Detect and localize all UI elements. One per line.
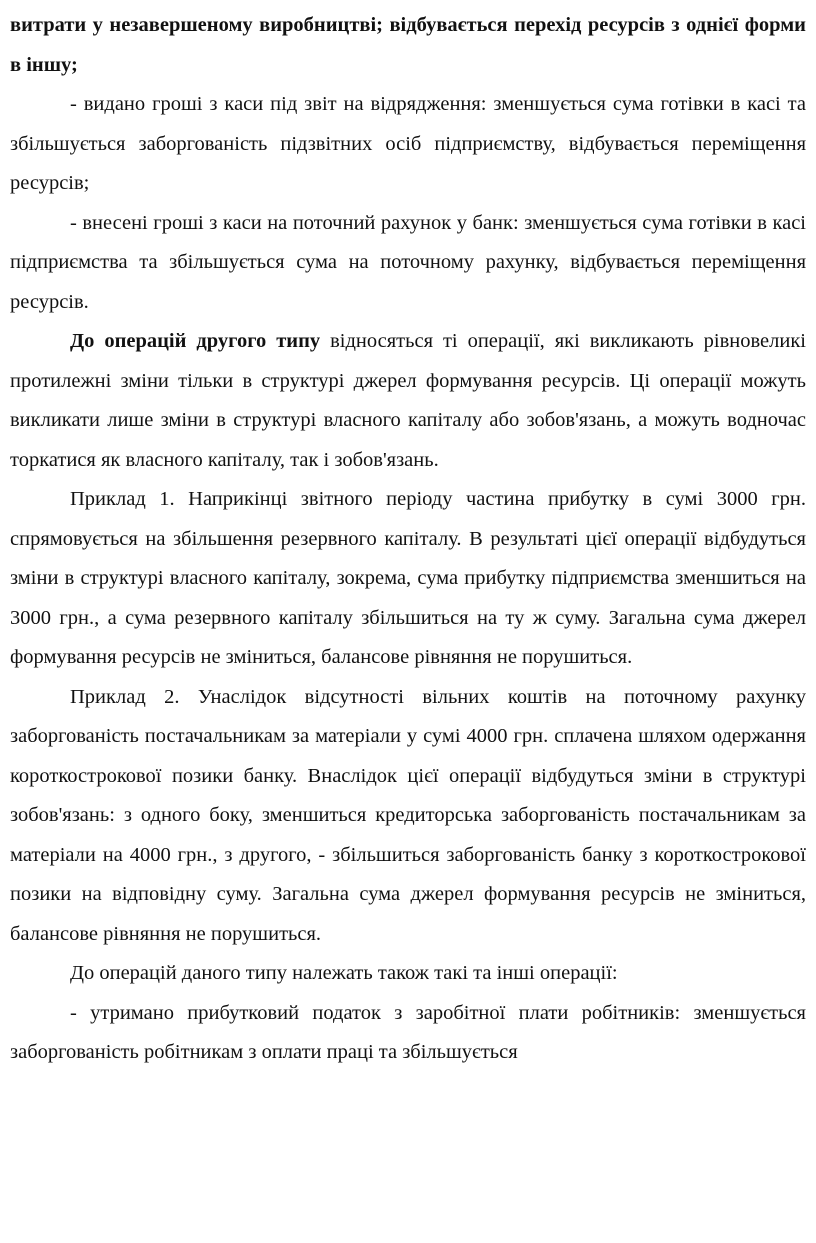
paragraph-3-bold-lead: До операцій другого типу [70, 330, 321, 352]
paragraph-6: До операцій даного типу належать також такі та інші операції: [70, 962, 618, 984]
paragraph-5: Приклад 2. Унаслідок відсутності вільних коштів на поточному рахунку заборгованість постачальникам за матеріали у сумі 4000 грн. сплачена шляхом одержання короткострокової позики банку. Внаслідок цієї операції відбудуться зміни в структурі зобов'язань: з одного боку, зменшиться кредиторська заборгованість постачальникам за матеріали на 4000 грн., з другого, - збільшиться заборгованість банку з короткострокової позики на відповідну суму. Загальна сума джерел формування ресурсів не зміниться, балансове рівняння не порушиться. [10, 685, 806, 945]
paragraph-2: - внесені гроші з каси на поточний рахунок у банк: зменшується сума готівки в касі підприємства та збільшується сума на поточному рахунку, відбувається переміщення ресурсів. [10, 211, 806, 313]
paragraph-4: Приклад 1. Наприкінці звітного періоду частина прибутку в сумі 3000 грн. спрямовується на збільшення резервного капіталу. В результаті цієї операції відбудуться зміни в структурі власного капіталу, зокрема, сума прибутку підприємства зменшиться на 3000 грн., а сума резервного капіталу збільшиться на ту ж суму. Загальна сума джерел формування ресурсів не зміниться, балансове рівняння не порушиться. [10, 488, 806, 668]
paragraph-0: витрати у незавершеному виробництві; відбувається перехід ресурсів з однієї форми в іншу; [10, 14, 806, 76]
paragraph-1: - видано гроші з каси під звіт на відрядження: зменшується сума готівки в касі та збільшується заборгованість підзвітних осіб підприємству, відбувається переміщення ресурсів; [10, 93, 806, 194]
paragraph-3 [10, 322, 806, 480]
paragraph-7: - утримано прибутковий податок з заробітної плати робітників: зменшується заборгованість робітникам з оплати праці та збільшується [10, 1001, 806, 1063]
document-page [10, 0, 806, 1073]
paragraph-3-text: відносяться ті операції, які викликають рівновеликі протилежні зміни тільки в структурі джерел формування ресурсів. Ці операції можуть викликати лише зміни в структурі власного капіталу або зобов'язань, а можуть водночас торкатися як власного капіталу, так і зобов'язань. [10, 330, 806, 471]
